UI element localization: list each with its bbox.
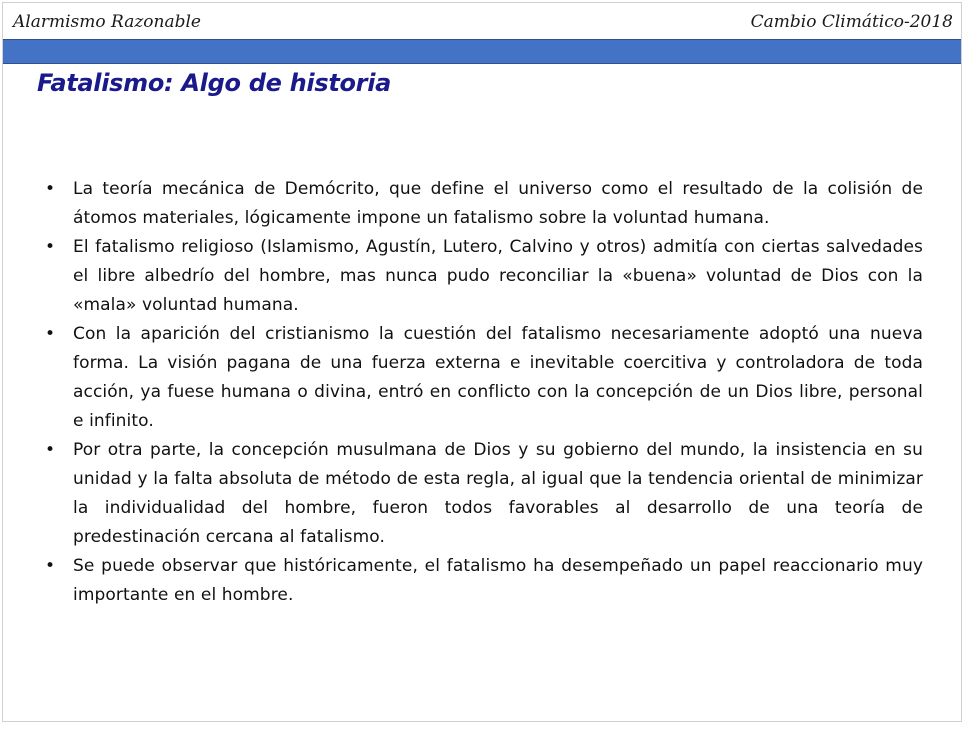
bullet-item	[39, 320, 923, 436]
bullet-dot-icon: •	[45, 440, 56, 460]
bullet-dot-icon: •	[45, 179, 56, 199]
bullet-text: La teoría mecánica de Demócrito, que define el universo como el resultado de la colisión de átomos materiales, lógicamente impone un fatalismo sobre la voluntad humana.	[73, 179, 923, 228]
header-right-text: Cambio Climático-2018	[750, 12, 953, 32]
bullet-dot-icon: •	[45, 237, 56, 257]
bullet-text: El fatalismo religioso (Islamismo, Agustín, Lutero, Calvino y otros) admitía con ciertas salvedades el libre albedrío del hombre, mas nunca pudo reconciliar la «buena» voluntad de Dios con la «mala» voluntad humana.	[73, 237, 923, 315]
header-bar	[3, 39, 961, 64]
bullet-item	[39, 175, 923, 233]
bullet-item	[39, 436, 923, 552]
bullet-list	[39, 175, 923, 610]
bullet-dot-icon: •	[45, 324, 56, 344]
bullet-item	[39, 552, 923, 610]
slide	[2, 2, 962, 722]
bullet-text: Se puede observar que históricamente, el fatalismo ha desempeñado un papel reaccionario muy importante en el hombre.	[73, 556, 923, 605]
slide-header	[3, 3, 961, 39]
bullet-dot-icon: •	[45, 556, 56, 576]
header-left-text: Alarmismo Razonable	[13, 12, 201, 32]
bullet-text: Con la aparición del cristianismo la cuestión del fatalismo necesariamente adoptó una nueva forma. La visión pagana de una fuerza externa e inevitable coercitiva y controladora de toda acción, ya fuese humana o divina, entró en conflicto con la concepción de un Dios libre, personal e infinito.	[73, 324, 923, 431]
bullet-text: Por otra parte, la concepción musulmana de Dios y su gobierno del mundo, la insistencia en su unidad y la falta absoluta de método de esta regla, al igual que la tendencia oriental de minimizar la individualidad del hombre, fueron todos favorables al desarrollo de una teoría de predestinación cercana al fatalismo.	[73, 440, 923, 547]
bullet-item	[39, 233, 923, 320]
slide-title: Fatalismo: Algo de historia	[37, 69, 392, 97]
